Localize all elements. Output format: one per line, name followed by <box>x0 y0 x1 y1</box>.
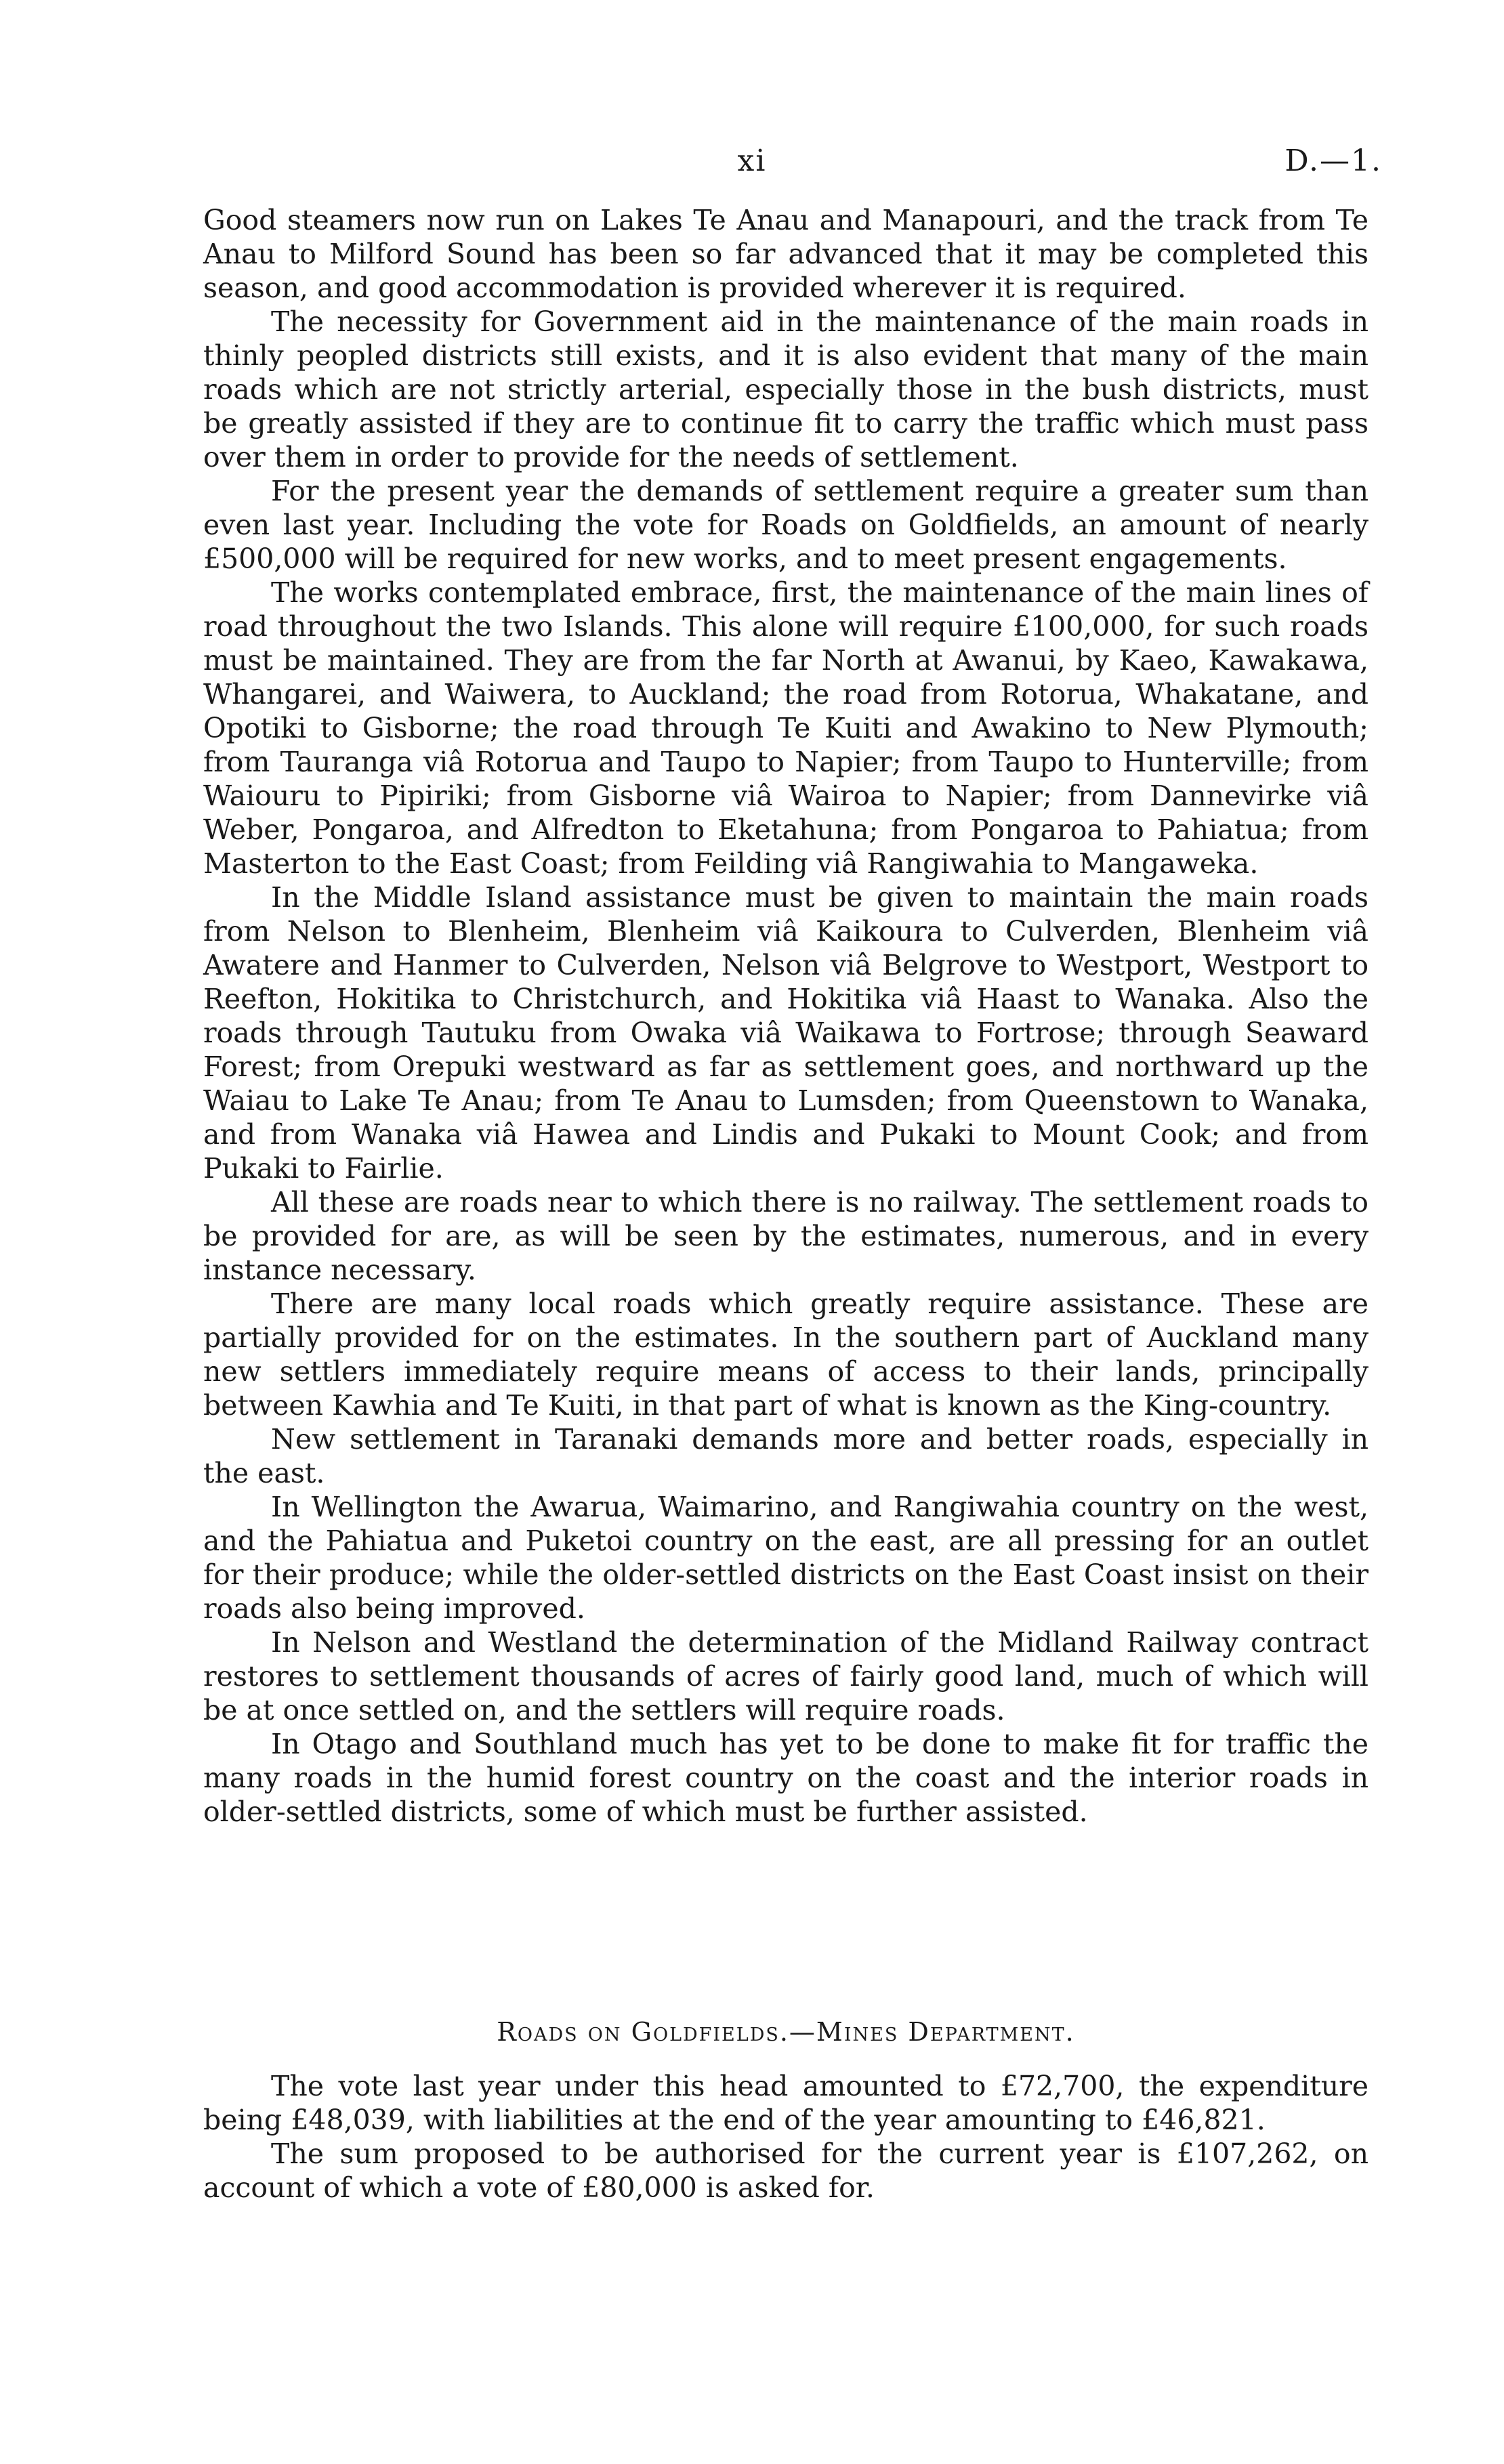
paragraph-wellington: In Wellington the Awarua, Waimarino, and Rangiwahia country on the west, and the Pahiatua and Puketoi country on the east, are all pressing for an outlet for their produce; while the older-settled districts on the East Coast insist on their roads also being improved. <box>203 1491 1369 1625</box>
paragraph-otago-southland: In Otago and Southland much has yet to be done to make fit for traffic the many roads in the humid forest country on the coast and the interior roads in older-settled districts, some of which must be further assisted. <box>203 1728 1369 1828</box>
paragraph-present-year: For the present year the demands of settlement require a greater sum than even last year. Including the vote for Roads on Goldfields, an amount of nearly £500,000 will be required for new works, and to meet present engagements. <box>203 475 1369 575</box>
paragraph-government-aid: The necessity for Government aid in the maintenance of the main roads in thinly peopled districts still exists, and it is also evident that many of the main roads which are not strictly arterial, especially those in the bush districts, must be greatly assisted if they are to continue fit to carry the traffic which must pass over them in order to provide for the needs of settlement. <box>203 305 1369 473</box>
page-number: xi <box>737 144 767 178</box>
paragraph-nelson-westland: In Nelson and Westland the determination of the Midland Railway contract restores to settlement thousands of acres of fairly good land, much of which will be at once settled on, and the settlers will require roads. <box>203 1626 1369 1726</box>
paragraph-no-railway: All these are roads near to which there is no railway. The settlement roads to be provided for are, as will be seen by the estimates, numerous, and in every instance necessary. <box>203 1186 1369 1286</box>
main-body <box>203 203 1369 1829</box>
paragraph-local-roads: There are many local roads which greatly require assistance. These are partially provided for on the estimates. In the southern part of Auckland many new settlers immediately require means of access to their lands, principally between Kawhia and Te Kuiti, in that part of what is known as the King-country. <box>203 1288 1369 1422</box>
paragraph-steamers: Good steamers now run on Lakes Te Anau and Manapouri, and the track from Te Anau to Milford Sound has been so far advanced that it may be completed this season, and good accommodation is provided wherever it is required. <box>203 204 1369 304</box>
section-body <box>203 2069 1369 2205</box>
paragraph-sum-proposed: The sum proposed to be authorised for the current year is £107,262, on account of which a vote of £80,000 is asked for. <box>203 2138 1369 2204</box>
paragraph-works-north-island: The works contemplated embrace, first, the maintenance of the main lines of road throughout the two Islands. This alone will require £100,000, for such roads must be maintained. They are from the far North at Awanui, by Kaeo, Kawakawa, Whangarei, and Waiwera, to Auckland; the road from Rotorua, Whakatane, and Opotiki to Gisborne; the road through Te Kuiti and Awakino to New Plymouth; from Tauranga viâ Rotorua and Taupo to Napier; from Taupo to Hunterville; from Waiouru to Pipiriki; from Gisborne viâ Wairoa to Napier; from Dannevirke viâ Weber, Pongaroa, and Alfredton to Eketahuna; from Pongaroa to Pahiatua; from Masterton to the East Coast; from Feilding viâ Rangiwahia to Mangaweka. <box>203 576 1369 880</box>
document-reference: D.—1. <box>1284 144 1382 178</box>
paragraph-taranaki: New settlement in Taranaki demands more and better roads, especially in the east. <box>203 1423 1369 1489</box>
paragraph-middle-island: In the Middle Island assistance must be given to maintain the main roads from Nelson to Blenheim, Blenheim viâ Kaikoura to Culverden, Blenheim viâ Awatere and Hanmer to Culverden, Nelson viâ Belgrove to Westport, Westport to Reefton, Hokitika to Christchurch, and Hokitika viâ Haast to Wanaka. Also the roads through Tautuku from Owaka viâ Waikawa to Fortrose; through Seaward Forest; from Orepuki westward as far as settlement goes, and northward up the Waiau to Lake Te Anau; from Te Anau to Lumsden; from Queenstown to Wanaka, and from Wanaka viâ Hawea and Lindis and Pukaki to Mount Cook; and from Pukaki to Fairlie. <box>203 881 1369 1185</box>
section-heading: Roads on Goldfields.—Mines Department. <box>497 2017 1075 2047</box>
paragraph-vote-last-year: The vote last year under this head amounted to £72,700, the expenditure being £48,039, with liabilities at the end of the year amounting to £46,821. <box>203 2070 1369 2136</box>
